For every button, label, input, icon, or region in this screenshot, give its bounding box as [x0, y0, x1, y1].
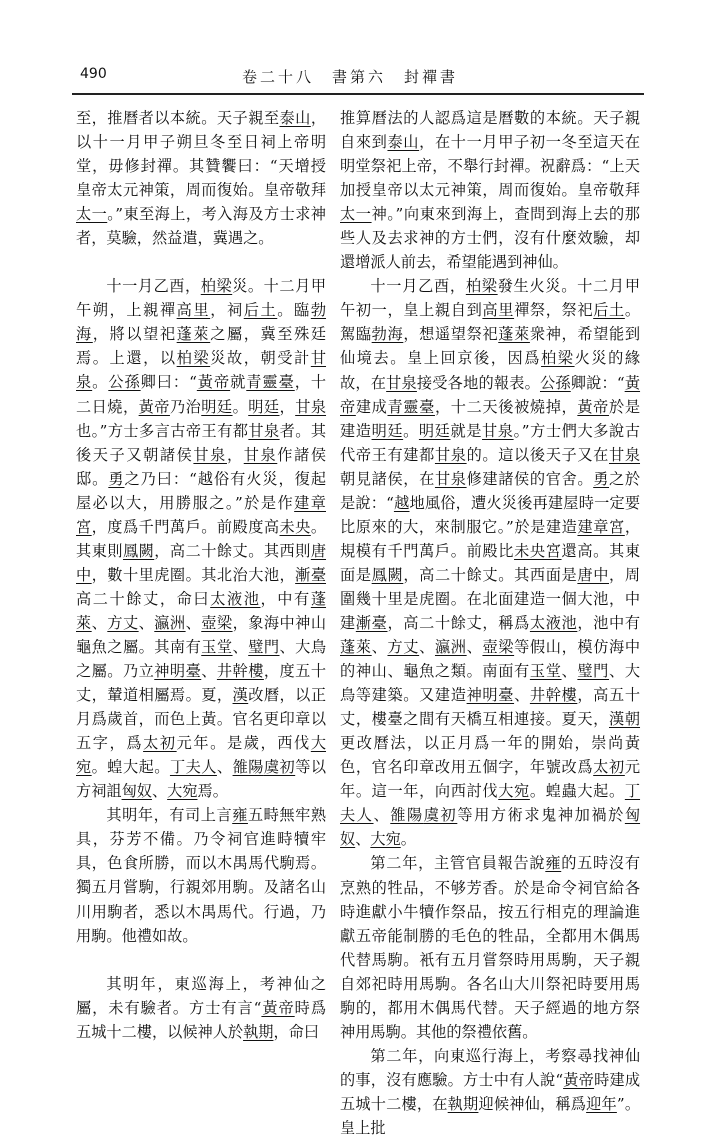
text-run: 修建諸侯的官舍。 — [466, 469, 594, 488]
proper-noun-mark: 甘泉 — [434, 469, 467, 488]
text-run: 元年。是歲，西伐 — [176, 734, 311, 753]
proper-noun-mark: 方丈 — [387, 638, 420, 657]
proper-noun-mark: 明廷 — [201, 397, 233, 416]
text-run: 、 — [373, 806, 391, 825]
proper-noun-mark: 青靈臺 — [387, 397, 435, 416]
text-run: 第二年，主管官員報告說 — [370, 854, 546, 873]
paragraph — [340, 274, 640, 851]
text-run: 、 — [466, 638, 483, 657]
proper-noun-mark: 黃帝 — [261, 998, 295, 1017]
proper-noun-mark: 唐中 — [76, 541, 327, 584]
text-run: 禪祭，祭祀 — [514, 301, 594, 320]
text-run: 卿曰：“ — [140, 373, 197, 392]
proper-noun-mark: 虞初 — [263, 758, 296, 777]
proper-noun-mark: 越 — [393, 493, 410, 512]
text-run: 乃治 — [169, 397, 202, 416]
text-run: 推算曆法的人認爲這是曆數的本統。天子親自來到 — [340, 109, 640, 152]
text-run: ，周圍幾十里是虎圈。在北面建造一個大池，中建 — [340, 565, 641, 632]
proper-noun-mark: 雒陽 — [390, 806, 424, 825]
proper-noun-mark: 黃帝 — [138, 397, 170, 416]
text-run: 元年。這一年，向西討伐 — [340, 758, 641, 801]
text-run: 就 — [230, 373, 247, 392]
paragraph — [76, 972, 326, 1044]
proper-noun-mark: 甘泉 — [76, 349, 327, 392]
proper-noun-mark: 后土 — [243, 301, 278, 320]
paragraph — [340, 106, 640, 274]
text-run: 也。”方士多言古帝王有都 — [76, 421, 249, 440]
text-run: 、 — [514, 686, 530, 705]
proper-noun-mark: 黃帝 — [340, 373, 641, 416]
proper-noun-mark: 勇 — [108, 469, 125, 488]
proper-noun-mark: 公孫 — [108, 373, 141, 392]
text-run: ，高二十餘丈。其西則 — [154, 541, 311, 560]
proper-noun-mark: 瀛洲 — [154, 613, 186, 632]
text-run: 等用方術求鬼神加禍於 — [457, 806, 625, 825]
proper-noun-mark: 高里 — [482, 301, 515, 320]
proper-noun-mark: 甘泉 — [482, 421, 514, 440]
proper-noun-mark: 玉堂 — [529, 662, 562, 681]
proper-noun-mark: 甘泉 — [609, 445, 641, 464]
proper-noun-mark: 甘泉 — [243, 445, 278, 464]
text-run: ，度五十丈，輦道相屬焉。夏， — [76, 662, 327, 705]
proper-noun-mark: 瀛洲 — [434, 638, 467, 657]
proper-noun-mark: 神明臺 — [466, 686, 515, 705]
text-run: ，度爲千門萬戶。前殿度高 — [91, 517, 280, 536]
proper-noun-mark: 太液池 — [529, 613, 578, 632]
text-run: 建成 — [355, 397, 388, 416]
proper-noun-mark: 柏梁 — [176, 349, 211, 368]
page-number: 490 — [80, 66, 107, 82]
proper-noun-mark: 鳳闕 — [122, 541, 155, 560]
text-run: 接受各地的報表。 — [416, 373, 540, 392]
proper-noun-mark: 公孫 — [539, 373, 571, 392]
proper-noun-mark: 青靈臺 — [246, 373, 295, 392]
proper-noun-mark: 大宛 — [498, 782, 530, 801]
text-run: ，高二十餘丈，稱爲 — [387, 613, 530, 632]
proper-noun-mark: 迎年 — [586, 1094, 617, 1113]
text-run: ， — [226, 445, 244, 464]
proper-noun-mark: 井幹樓 — [216, 662, 264, 681]
proper-noun-mark: 勇 — [593, 469, 610, 488]
text-run: 其明年，有司上言 — [106, 806, 233, 825]
proper-noun-mark: 太初 — [143, 734, 177, 753]
proper-noun-mark: 建章宮 — [577, 517, 625, 536]
text-run: ，將以望祀 — [92, 325, 177, 344]
text-run: ，池中有 — [577, 613, 641, 632]
proper-noun-mark: 甘泉 — [248, 421, 280, 440]
proper-noun-mark: 黃帝 — [577, 397, 610, 416]
proper-noun-mark: 大宛 — [76, 734, 327, 777]
text-run: 焉。 — [197, 782, 228, 801]
proper-noun-mark: 漢朝 — [609, 710, 641, 729]
text-run: ，命曰 — [273, 1022, 319, 1041]
text-run: 還高。其東面是 — [340, 541, 641, 584]
header-rule — [72, 93, 644, 95]
text-run: 。 — [232, 397, 249, 416]
proper-noun-mark: 神明臺 — [154, 662, 202, 681]
text-run: ，祠 — [210, 301, 244, 320]
text-run: ，高二十餘丈。其西面是 — [403, 565, 578, 584]
proper-noun-mark: 明廷 — [248, 397, 280, 416]
proper-noun-mark: 太一 — [340, 205, 372, 224]
text-run: 。 — [403, 421, 419, 440]
proper-noun-mark: 虞初 — [423, 806, 458, 825]
text-run: 、 — [91, 613, 108, 632]
text-run: 其明年，東巡海上，考神仙之屬，未有驗者。方士有言“ — [76, 974, 326, 1017]
text-run: ，十二天後被燒掉， — [434, 397, 578, 416]
proper-noun-mark: 壺梁 — [201, 613, 233, 632]
text-run: 卿說：“ — [570, 373, 625, 392]
proper-noun-mark: 匈奴 — [340, 806, 641, 849]
proper-noun-mark: 蓬萊 — [76, 589, 327, 632]
text-run: 、 — [561, 662, 578, 681]
text-run: 之於是說：“ — [340, 469, 641, 512]
paragraph — [76, 803, 326, 947]
proper-noun-mark: 執期 — [243, 1022, 274, 1041]
text-run: 於是建造 — [340, 397, 641, 440]
text-run: 、大鳥等建築。又建造 — [340, 662, 641, 705]
proper-noun-mark: 未央宮 — [514, 541, 562, 560]
text-run: 、 — [419, 638, 435, 657]
proper-noun-mark: 勃海 — [76, 301, 327, 344]
text-run: ，在十一月甲子初一冬至這天在明堂祭祀上帝，不舉行封禪。祝辭爲：“上天加授皇帝以太元神策，周而復始。皇帝敬拜 — [340, 133, 641, 200]
proper-noun-mark: 雍 — [232, 806, 248, 825]
text-run: 、 — [355, 830, 371, 849]
classical-text-column — [76, 106, 326, 1044]
text-run: ，規模有千門萬戶。前殿比 — [340, 517, 640, 560]
text-run: ， — [279, 397, 296, 416]
text-run: 、 — [201, 662, 217, 681]
proper-noun-mark: 丁夫人 — [340, 782, 641, 825]
proper-noun-mark: 甘泉 — [193, 445, 227, 464]
proper-noun-mark: 漸臺 — [295, 565, 327, 584]
proper-noun-mark: 方丈 — [107, 613, 139, 632]
proper-noun-mark: 蓬萊 — [340, 638, 372, 657]
proper-noun-mark: 井幹樓 — [529, 686, 578, 705]
text-run: ，高五十丈，樓臺之間有天橋互相連接。夏天， — [340, 686, 641, 729]
text-run: 發生火災。十二月甲午初一，皇上親自到 — [340, 277, 641, 320]
text-run: 。蝗蟲大起。 — [529, 782, 625, 801]
text-run: 。臨 — [277, 301, 311, 320]
proper-noun-mark: 未央 — [279, 517, 311, 536]
text-run: ，十二日燒， — [76, 373, 327, 416]
proper-noun-mark: 明廷 — [371, 421, 404, 440]
proper-noun-mark: 大宛 — [167, 782, 198, 801]
text-run: 、 — [216, 758, 233, 777]
proper-noun-mark: 高里 — [176, 301, 211, 320]
proper-noun-mark: 漢 — [232, 686, 249, 705]
proper-noun-mark: 后土 — [593, 301, 625, 320]
proper-noun-mark: 漸臺 — [355, 613, 388, 632]
page-header — [72, 66, 644, 88]
text-run: 五畤無牢熟具，芬芳不備。乃令祠官進畤犢牢具，色食所勝，而以木禺馬代駒焉。獨五月嘗駒，行親郊用駒。及諸名山川用駒者，悉以木禺馬代。行過，乃用駒。他禮如故。 — [76, 806, 327, 945]
text-run: 。”方士們大多說古代帝王有建都 — [340, 421, 641, 464]
text-run: ，象海中神山龜魚之屬。其南有 — [76, 613, 327, 656]
text-run: 等假山，模仿海中的神山、龜魚之類。南面有 — [340, 638, 641, 681]
text-run: 時爲五城十二樓，以候神人於 — [76, 998, 327, 1041]
text-run: ，中有 — [260, 589, 311, 608]
proper-noun-mark: 泰山 — [279, 109, 311, 127]
text-run: 高二十餘丈，命曰 — [76, 589, 211, 608]
paragraph — [340, 851, 640, 1043]
text-run: 等以方祠詛 — [76, 758, 327, 801]
text-run: 改曆，以正月爲歲首，而色上黃。官名更印章以五字，爲 — [76, 686, 327, 753]
text-run: 地風俗，遭火災後再建屋時一定要比原來的大，來制服它。”於是建造 — [340, 493, 641, 536]
proper-noun-mark: 雍 — [545, 854, 562, 873]
text-run: 。”東至海上，考入海及方士求神者，莫驗，然益遣，冀遇之。 — [76, 205, 326, 248]
proper-noun-mark: 蓬萊 — [498, 325, 530, 344]
text-run: 作諸侯邸。 — [76, 445, 327, 488]
proper-noun-mark: 丁夫人 — [169, 758, 217, 777]
running-title: 卷二十八 書第六 封禪書 — [242, 68, 459, 86]
proper-noun-mark: 唐中 — [577, 565, 610, 584]
proper-noun-mark: 鳳闕 — [371, 565, 404, 584]
text-run: 。蝗大起。 — [91, 758, 170, 777]
text-run: 第二年，向東巡行海上，考察尋找神仙的事，沒有應驗。方士中有人說“ — [340, 1046, 640, 1089]
proper-noun-mark: 執期 — [447, 1094, 479, 1113]
text-run: 的。這以後天子又在 — [466, 445, 609, 464]
text-run: 。駕臨 — [340, 301, 641, 344]
proper-noun-mark: 大宛 — [370, 830, 401, 849]
text-run: 。 — [400, 830, 416, 849]
proper-noun-mark: 玉堂 — [201, 637, 233, 656]
text-run: 更改曆法，以正月爲一年的開始，崇尚黃色，官名印章改用五個字，年號改爲 — [340, 734, 640, 777]
proper-noun-mark: 太初 — [593, 758, 625, 777]
proper-noun-mark: 柏梁 — [541, 349, 575, 368]
proper-noun-mark: 雒陽 — [232, 758, 264, 777]
text-run: 災。十二月甲午朔，上親禪 — [76, 277, 327, 320]
proper-noun-mark: 壺梁 — [482, 638, 515, 657]
text-run: 、 — [232, 637, 249, 656]
text-run: 神。”向東來到海上，查問到海上去的那些人及去求神的方士們，沒有什麼效驗，却還增派人前去，希望能遇到神仙。 — [340, 205, 640, 272]
text-run: 火災的緣故，在 — [340, 349, 641, 392]
text-run: ，數十里虎圈。其北治大池， — [91, 565, 296, 584]
proper-noun-mark: 太一 — [76, 205, 108, 224]
proper-noun-mark: 柏梁 — [465, 277, 498, 296]
text-run: 者。其後天子又朝諸侯 — [76, 421, 327, 464]
text-run: 、 — [138, 613, 155, 632]
paragraph-gap — [76, 948, 326, 972]
proper-noun-mark: 甘泉 — [434, 445, 467, 464]
proper-noun-mark: 黃帝 — [196, 373, 231, 392]
proper-noun-mark: 柏梁 — [200, 277, 233, 296]
proper-noun-mark: 太液池 — [210, 589, 261, 608]
proper-noun-mark: 泰山 — [387, 133, 420, 152]
paragraph — [76, 274, 326, 803]
text-run: 的五時沒有烹熟的牲品，不够芳香。於是命令祠官給各時進獻小牛犢作祭品，按五行相克的理論進獻五帝能制勝的毛色的牲品，全都用木偶馬代替馬駒。衹有五月嘗祭時用馬駒，天子親自郊祀時用馬駒。各名山大川祭祀時要用馬駒的，都用木偶馬代替。天子經過的地方祭神用馬駒。其他的祭禮依舊。 — [340, 854, 641, 1041]
text-run: 至，推曆者以本統。天子親至 — [76, 109, 280, 127]
paragraph — [76, 106, 326, 250]
proper-noun-mark: 勃海 — [371, 325, 404, 344]
text-run: 、大鳥之屬。乃立 — [76, 637, 327, 681]
text-run: ，想遥望祭祀 — [403, 325, 499, 344]
text-run: 、 — [151, 782, 168, 801]
text-run: 迎候神仙，稱爲 — [478, 1094, 587, 1113]
proper-noun-mark: 建章宮 — [76, 493, 326, 536]
text-run: 十一月乙酉， — [370, 277, 466, 296]
proper-noun-mark: 甘泉 — [386, 373, 417, 392]
text-run: 時建成五城十二樓，在 — [340, 1070, 641, 1113]
text-run: 、 — [371, 638, 388, 657]
text-run: 朝見諸侯，在 — [340, 469, 435, 488]
text-run: 。其東則 — [76, 517, 327, 560]
proper-noun-mark: 璧門 — [248, 637, 280, 656]
text-run: ”。皇上批 — [340, 1094, 641, 1137]
text-run: 就是 — [450, 421, 483, 440]
text-run: 之乃曰：“越俗有火災，復起屋必以大，用勝服之。”於是作 — [76, 469, 327, 512]
text-run: 之屬，冀至殊廷焉。上還，以 — [76, 325, 327, 368]
translation-column — [340, 106, 640, 1140]
text-run: ，以十一月甲子朔旦冬至日祠上帝明堂，毋修封禪。其贊饗曰：“天增授皇帝太元神策，周而復始。皇帝敬拜 — [76, 109, 327, 200]
paragraph — [340, 1044, 640, 1140]
proper-noun-mark: 璧門 — [577, 662, 610, 681]
text-run: 衆神，希望能到仙境去。皇上回京後，因爲 — [340, 325, 641, 368]
text-run: 、 — [185, 613, 202, 632]
paragraph-gap — [76, 250, 326, 274]
proper-noun-mark: 匈奴 — [121, 782, 152, 801]
text-run: 。 — [92, 373, 109, 392]
proper-noun-mark: 甘泉 — [295, 397, 327, 416]
text-run: 十一月乙酉， — [106, 277, 201, 296]
proper-noun-mark: 黃帝 — [563, 1070, 595, 1089]
text-run: 災故，朝受計 — [210, 349, 311, 368]
proper-noun-mark: 明廷 — [418, 421, 451, 440]
proper-noun-mark: 蓬萊 — [176, 325, 211, 344]
